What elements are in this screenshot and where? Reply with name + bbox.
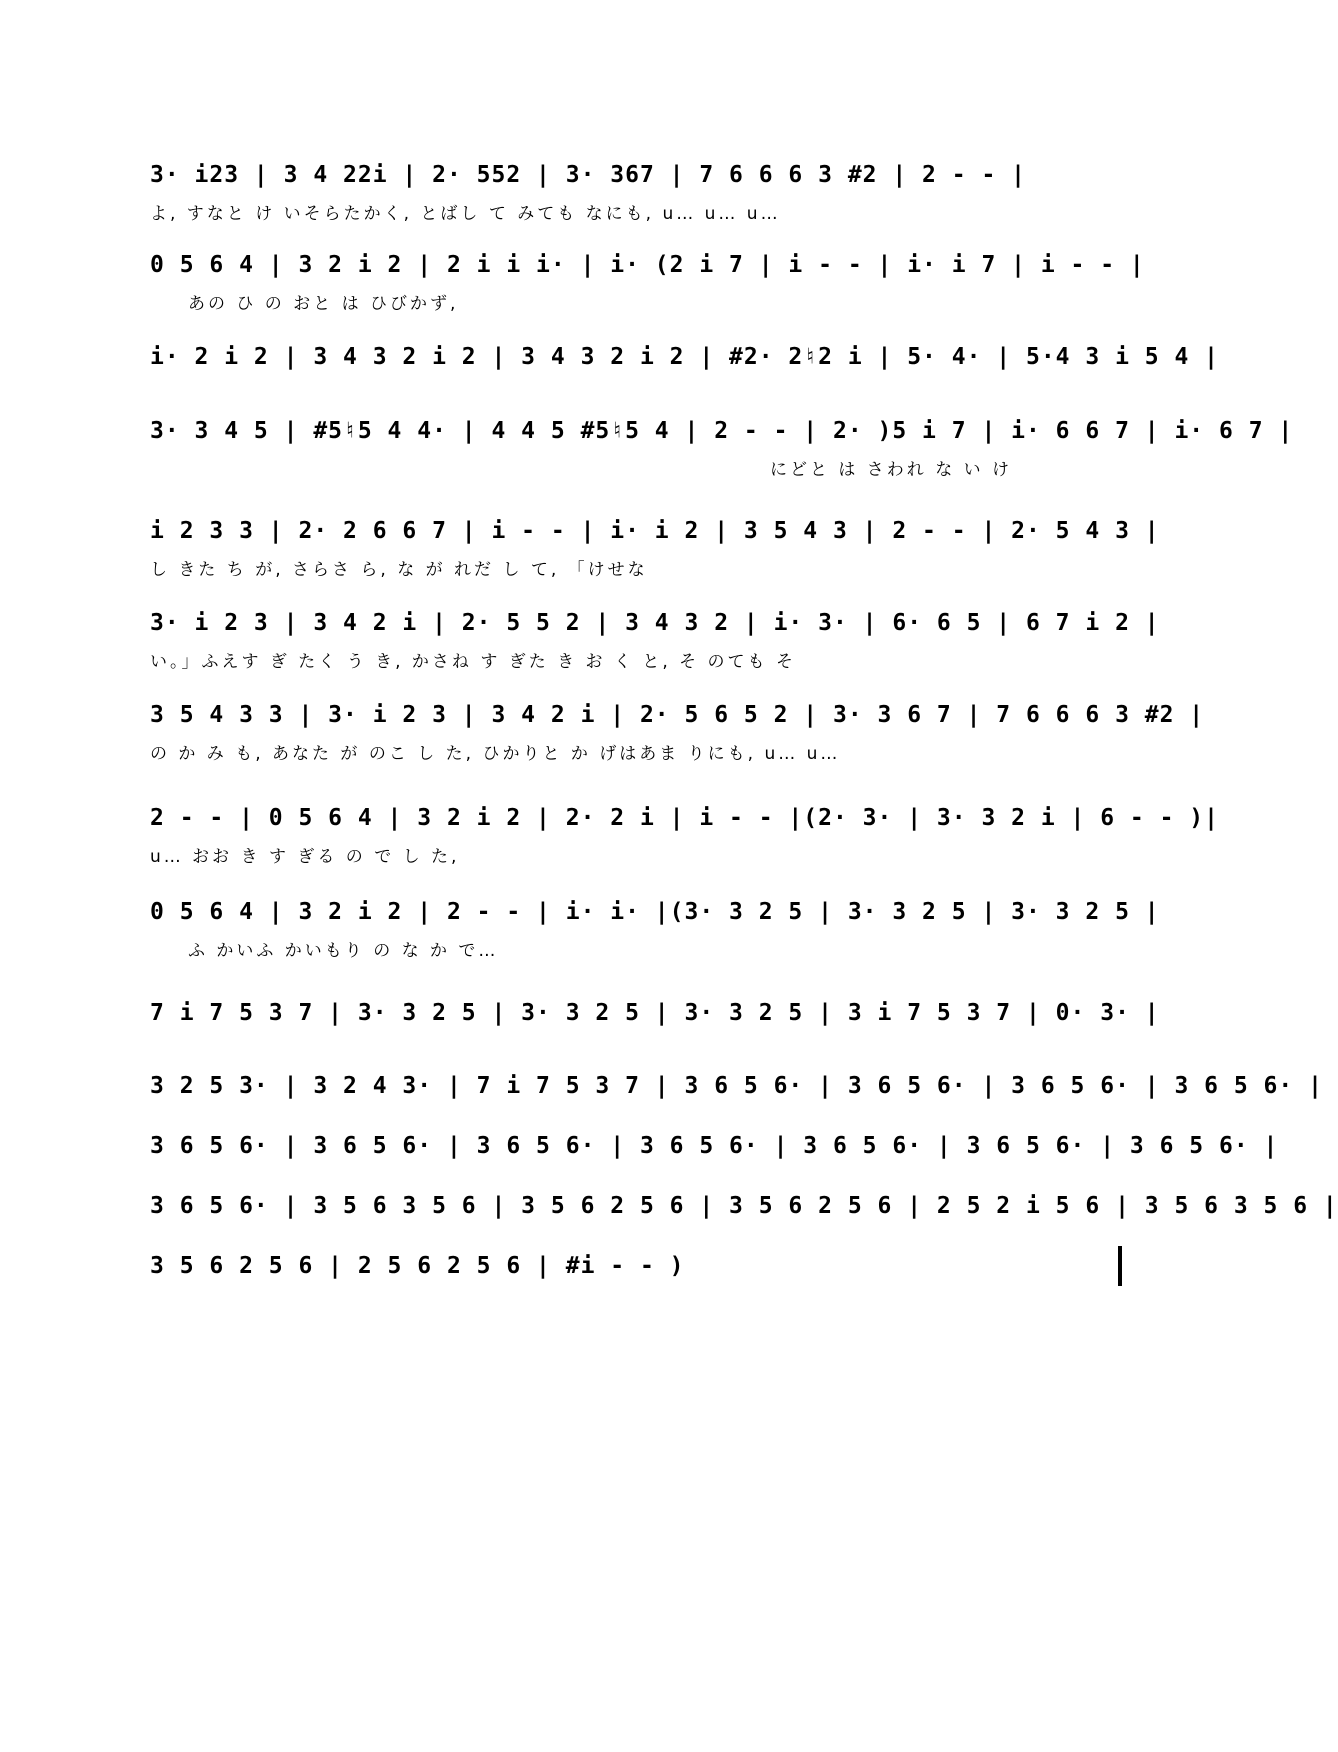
notation-line: 3 6 5 6· | 3 5 6 3 5 6 | 3 5 6 2 5 6 | 3 5 6 2 5 6 | 2 5 2 i 5 6 | 3 5 6 3 5 6 | bbox=[150, 1193, 1338, 1219]
lyrics-line: よ, すなと け いそらたかく, とばし て みても なにも, u… u… u… bbox=[150, 204, 781, 224]
notation-line: 3· i23 | 3 4 22i | 2· 552 | 3· 367 | 7 6 6 6 3 #2 | 2 - - | bbox=[150, 162, 1026, 188]
notation-line: 0 5 6 4 | 3 2 i 2 | 2 i i i· | i· (2 i 7 | i - - | i· i 7 | i - - | bbox=[150, 252, 1145, 278]
notation-line: 3 2 5 3· | 3 2 4 3· | 7 i 7 5 3 7 | 3 6 5 6· | 3 6 5 6· | 3 6 5 6· | 3 6 5 6· | bbox=[150, 1073, 1323, 1099]
notation-line: 3 6 5 6· | 3 6 5 6· | 3 6 5 6· | 3 6 5 6· | 3 6 5 6· | 3 6 5 6· | 3 6 5 6· | bbox=[150, 1133, 1279, 1159]
notation-line: 3· i 2 3 | 3 4 2 i | 2· 5 5 2 | 3 4 3 2 | i· 3· | 6· 6 5 | 6 7 i 2 | bbox=[150, 610, 1160, 636]
notation-line: i· 2 i 2 | 3 4 3 2 i 2 | 3 4 3 2 i 2 | #2· 2♮2 i | 5· 4· | 5·4 3 i 5 4 | bbox=[150, 344, 1219, 370]
lyrics-line: u… おお き す ぎる の で し た, bbox=[150, 847, 460, 867]
notation-line: i 2 3 3 | 2· 2 6 6 7 | i - - | i· i 2 | 3 5 4 3 | 2 - - | 2· 5 4 3 | bbox=[150, 518, 1160, 544]
notation-line: 2 - - | 0 5 6 4 | 3 2 i 2 | 2· 2 i | i - - |(2· 3· | 3· 3 2 i | 6 - - )| bbox=[150, 805, 1219, 831]
notation-line-final: 3 5 6 2 5 6 | 2 5 6 2 5 6 | #i - - ) bbox=[150, 1246, 1122, 1286]
lyrics-line: の か み も, あなた が のこ し た, ひかりと か げはあま りにも, u… u… bbox=[150, 744, 841, 764]
notation-line: 3 5 4 3 3 | 3· i 2 3 | 3 4 2 i | 2· 5 6 5 2 | 3· 3 6 7 | 7 6 6 6 3 #2 | bbox=[150, 702, 1205, 728]
lyrics-line: ふ かいふ かいもり の な か で… bbox=[188, 941, 499, 961]
lyrics-line: にどと は さわれ な い け bbox=[770, 460, 1013, 480]
lyrics-line: し きた ち が, さらさ ら, な が れだ し て, 「けせな bbox=[150, 560, 648, 580]
notation-line: 7 i 7 5 3 7 | 3· 3 2 5 | 3· 3 2 5 | 3· 3 2 5 | 3 i 7 5 3 7 | 0· 3· | bbox=[150, 1000, 1160, 1026]
notation-line: 3· 3 4 5 | #5♮5 4 4· | 4 4 5 #5♮5 4 | 2 - - | 2· )5 i 7 | i· 6 6 7 | i· 6 7 | bbox=[150, 418, 1294, 444]
lyrics-line: あの ひ の おと は ひびかず, bbox=[188, 294, 459, 314]
notation-line: 0 5 6 4 | 3 2 i 2 | 2 - - | i· i· |(3· 3 2 5 | 3· 3 2 5 | 3· 3 2 5 | bbox=[150, 899, 1160, 925]
lyrics-line: い。」ふえす ぎ たく う き, かさね す ぎた き お く と, そ のても そ bbox=[150, 652, 796, 672]
